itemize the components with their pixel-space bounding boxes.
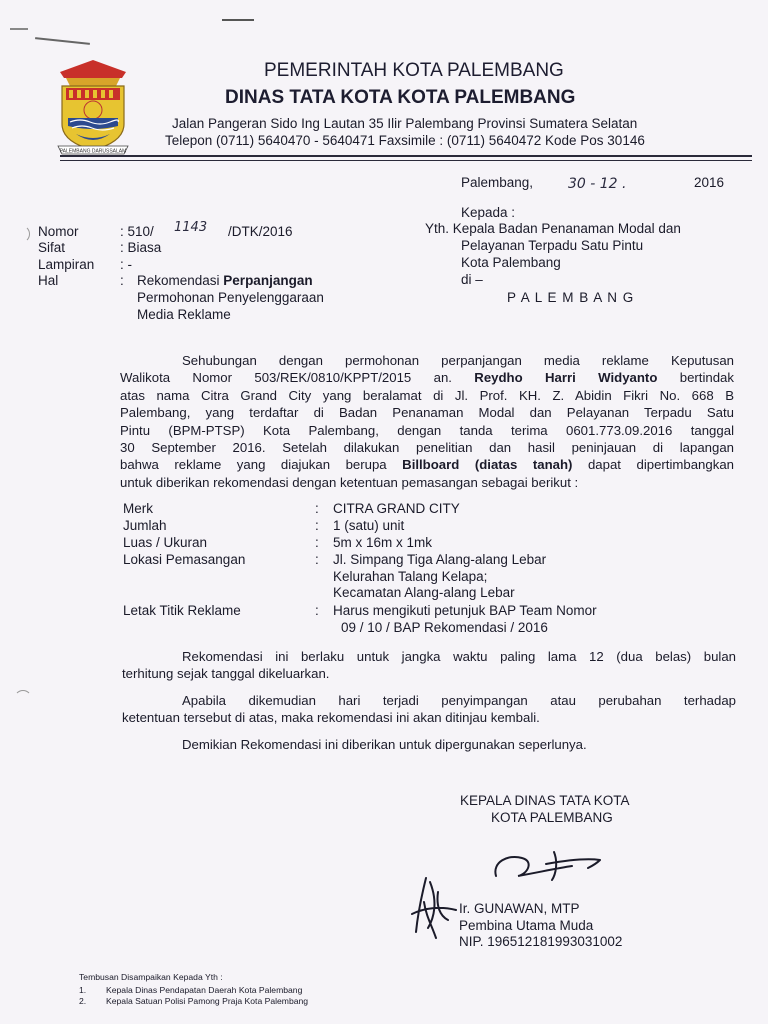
hal-line2: Permohonan Penyelenggaraan xyxy=(137,290,324,305)
para1-text: 30 September 2016. Setelah dilakukan penelitian dan hasil peninjauan di lapangan xyxy=(120,439,734,455)
svg-text:PALEMBANG DARUSSALAM: PALEMBANG DARUSSALAM xyxy=(59,148,127,155)
para1-text: atas nama Citra Grand City yang beralamat di Jl. Prof. KH. Z. Abidin Fikri No. 668 B xyxy=(120,387,734,403)
para2-text: Rekomendasi ini berlaku untuk jangka waktu paling lama 12 (dua belas) bulan xyxy=(182,649,736,664)
cc-recipient: Kepala Satuan Polisi Pamong Praja Kota Palembang xyxy=(106,996,309,1006)
scan-mark xyxy=(222,19,254,21)
date-handwritten: 30 - 12 . xyxy=(568,176,627,192)
detail-colon: : xyxy=(315,501,319,516)
body-paragraph-4: Demikian Rekomendasi ini diberikan untuk dipergunakan seperlunya. xyxy=(182,737,587,752)
cc-recipient: Kepala Dinas Pendapatan Daerah Kota Palembang xyxy=(106,985,303,995)
detail-colon: : xyxy=(315,518,319,533)
nomor-prefix: : 510/ xyxy=(120,224,154,239)
para1-line xyxy=(120,456,734,473)
nomor-label: Nomor xyxy=(38,224,79,239)
nomor-handwritten: 1143 xyxy=(174,220,208,235)
para3-line xyxy=(122,709,736,726)
para1-line xyxy=(120,474,734,491)
cc-number: 2. xyxy=(79,996,87,1006)
para1-text: dapat dipertimbangkan xyxy=(572,457,734,473)
date-place: Palembang, xyxy=(461,175,534,190)
detail-colon: : xyxy=(315,603,319,618)
hal-colon: : xyxy=(120,273,124,288)
hal-line3: Media Reklame xyxy=(137,307,231,322)
date-year: 2016 xyxy=(694,175,725,190)
detail-value-letak-1: Harus mengikuti petunjuk BAP Team Nomor xyxy=(333,603,597,618)
cc-heading: Tembusan Disampaikan Kepada Yth : xyxy=(79,972,223,982)
punch-hole xyxy=(14,690,32,708)
para1-text: Pintu (BPM-PTSP) Kota Palembang, dengan tanda terima 0601.773.09.2016 tanggal xyxy=(120,422,734,438)
para1-text: bertindak xyxy=(657,370,734,386)
cc-number: 1. xyxy=(79,985,87,995)
detail-value-lokasi-2: Kelurahan Talang Kelapa; xyxy=(333,569,488,584)
signatory-nip: NIP. 196512181993031002 xyxy=(459,934,623,949)
signatory-rank: Pembina Utama Muda xyxy=(459,918,594,933)
body-paragraph-1 xyxy=(120,352,734,491)
detail-colon: : xyxy=(315,535,319,550)
recipient-di: di – xyxy=(461,272,483,287)
detail-label-lokasi: Lokasi Pemasangan xyxy=(123,552,246,567)
nomor-suffix: /DTK/2016 xyxy=(228,224,293,239)
recipient-city: P A L E M B A N G xyxy=(507,290,635,305)
recipient-yth: Yth. Kepala Badan Penanaman Modal dan xyxy=(425,221,681,236)
applicant-name: Reydho Harri Widyanto xyxy=(474,370,658,386)
para2-text: terhitung sejak tanggal dikeluarkan. xyxy=(122,666,330,682)
para1-text: bahwa reklame yang diajukan berupa xyxy=(120,457,403,473)
para1-line xyxy=(120,422,734,439)
para3-text: Apabila dikemudian hari terjadi penyimpangan atau perubahan terhadap xyxy=(182,693,736,708)
detail-value-jumlah: 1 (satu) unit xyxy=(333,518,405,533)
scan-mark xyxy=(35,37,90,45)
signatory-title-1: KEPALA DINAS TATA KOTA xyxy=(460,793,630,808)
header-rule-thick xyxy=(60,155,752,157)
hal-line1-text: Rekomendasi xyxy=(137,273,224,288)
detail-label-letak: Letak Titik Reklame xyxy=(123,603,241,618)
city-coat-of-arms-logo xyxy=(52,58,134,158)
para1-text: Sehubungan dengan permohonan perpanjangan media reklame Keputusan xyxy=(182,353,734,368)
hal-line1-bold: Perpanjangan xyxy=(223,273,313,288)
para3-text: ketentuan tersebut di atas, maka rekomendasi ini akan ditinjau kembali. xyxy=(122,710,540,726)
detail-value-lokasi-3: Kecamatan Alang-alang Lebar xyxy=(333,585,515,600)
para1-line xyxy=(120,387,734,404)
detail-value-ukuran: 5m x 16m x 1mk xyxy=(333,535,433,550)
para1-text: Walikota Nomor 503/REK/0810/KPPT/2015 an. xyxy=(120,370,475,386)
recipient-line2: Pelayanan Terpadu Satu Pintu xyxy=(461,238,644,253)
body-paragraph-3 xyxy=(122,692,736,727)
detail-value-merk: CITRA GRAND CITY xyxy=(333,501,460,516)
sifat-label: Sifat xyxy=(38,240,66,255)
punch-hole xyxy=(12,225,30,243)
hal-label: Hal xyxy=(38,273,59,288)
body-paragraph-2 xyxy=(122,648,736,683)
handwritten-signature xyxy=(488,846,608,894)
header-agency-name: DINAS TATA KOTA KOTA PALEMBANG xyxy=(225,87,576,108)
lampiran-value: : - xyxy=(120,257,132,272)
hal-line1 xyxy=(137,273,313,288)
billboard-type: Billboard (diatas tanah) xyxy=(402,457,573,473)
recipient-kepada: Kepada : xyxy=(461,205,516,220)
para1-line xyxy=(120,352,734,369)
para2-line xyxy=(122,665,736,682)
para2-line xyxy=(122,648,736,665)
signatory-title-2: KOTA PALEMBANG xyxy=(491,810,613,825)
detail-value-letak-2: 09 / 10 / BAP Rekomendasi / 2016 xyxy=(341,620,548,635)
signatory-name: Ir. GUNAWAN, MTP xyxy=(459,901,580,916)
header-address: Jalan Pangeran Sido Ing Lautan 35 Ilir Palembang Provinsi Sumatera Selatan xyxy=(172,116,638,131)
para1-line xyxy=(120,439,734,456)
para1-line xyxy=(120,404,734,421)
header-contact: Telepon (0711) 5640470 - 5640471 Faxsimile : (0711) 5640472 Kode Pos 30146 xyxy=(165,133,645,148)
detail-colon: : xyxy=(315,552,319,567)
para1-text: untuk diberikan rekomendasi dengan ketentuan pemasangan sebagai berikut : xyxy=(120,474,579,490)
sifat-value: : Biasa xyxy=(120,240,162,255)
detail-value-lokasi-1: Jl. Simpang Tiga Alang-alang Lebar xyxy=(333,552,547,567)
header-government-name: PEMERINTAH KOTA PALEMBANG xyxy=(264,60,564,81)
header-rule-thin xyxy=(60,160,752,161)
para1-text: Palembang, yang terdaftar di Badan Penanaman Modal dan Pelayanan Terpadu Satu xyxy=(120,405,734,421)
scan-mark xyxy=(10,28,28,30)
para1-line xyxy=(120,369,734,386)
recipient-line3: Kota Palembang xyxy=(461,255,561,270)
detail-label-jumlah: Jumlah xyxy=(123,518,167,533)
lampiran-label: Lampiran xyxy=(38,257,95,272)
detail-label-ukuran: Luas / Ukuran xyxy=(123,535,208,550)
paraf-initial xyxy=(408,872,460,944)
para3-line xyxy=(122,692,736,709)
detail-label-merk: Merk xyxy=(123,501,153,516)
